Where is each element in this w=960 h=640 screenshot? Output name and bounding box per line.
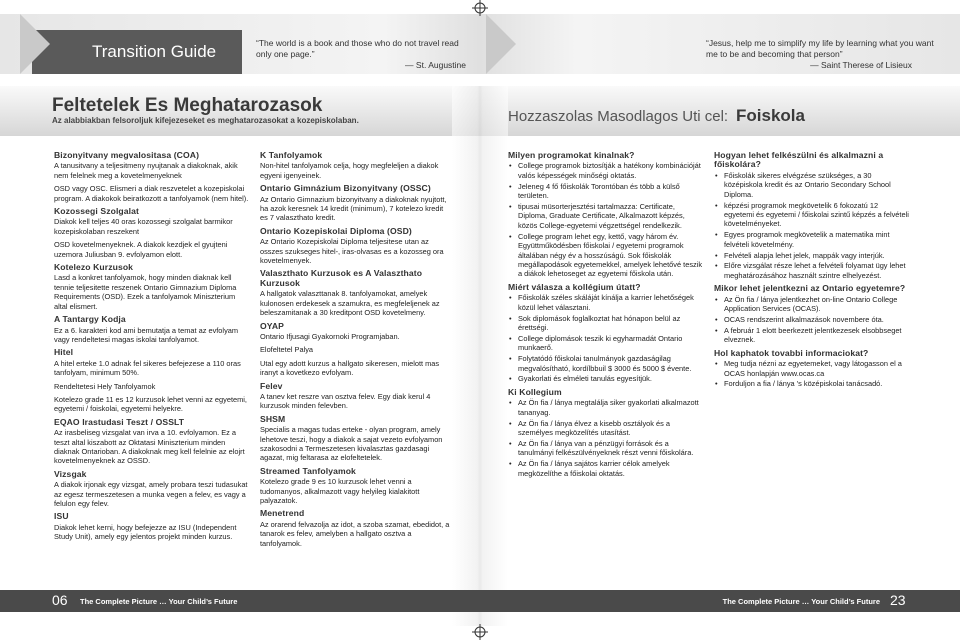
registration-mark-icon [472,624,488,640]
section-heading: Miért válasza a kollégium útatt? [508,281,641,292]
page-title: Feltetelek Es Meghatarozasok [52,95,323,116]
term-heading: Kotelezo Kurzusok [54,262,134,273]
list-item: • College diplomások teszik ki egyharmadát Ontario munkaerő. [516,334,706,353]
goal-value: Foiskola [736,106,805,125]
term-text: Lasd a konkret tanfolyamok, hogy minden diaknak kell tennie teljesitette reszenek Ontario Gimnazium Diploma Requirements (OSD). Ezek a tanfolyamok Miniszterium altal elismert. [54,273,237,311]
term-heading: OYAP [260,320,284,331]
quote-left-author: — St. Augustine [405,60,466,70]
list-item: • Az Ön fia / lánya sajátos karrier célok amelyek megközelíthe a főiskolai oktatás. [516,459,706,478]
glossary-column-2 [260,151,452,552]
footer-text-right: The Complete Picture … Your Child’s Future [722,597,880,606]
chevron-decoration-left [20,14,50,74]
term-heading: Hitel [54,347,74,358]
term-heading: Felev [260,380,283,391]
term-text: Specialis a magas tudas erteke - olyan program, amely lehetove teszi, hogy a diakok a sajat vezeto evfolyamon szakosodni a Termeszetesen kivalasztas gazdasagi agazat, mig feltarasa az elofeltetelek. [260,425,443,463]
list-item: • Az Ön fia / lánya van a pénzügyi források és a tanulmányi felkészülvényeknek részt venni főiskolára. [516,439,706,458]
list-item: • College program lehet egy, kettő, vagy három év. Együttműködésben főiskolai / egyetemi programok általában négy év a hosszúságú. Sok főiskolák megállapodások egyetemekkel, amelyek lehetővé teszik a diákok lehetoseget az egyetemi főiskola után. [516,232,706,279]
term-text: Az irasbeliseg vizsgalat van irva a 10. evfolyamon. Ez a teszt altal kiszabott az Oktatasi Miniszterium minden diaknak Ontarioban. A diakoknak meg kell felelnie az elojrt kovetelmenyeknek az OSSD. [54,428,245,466]
term-heading: Streamed Tanfolyamok [260,465,356,476]
bullet-list [508,398,706,478]
term-text: Az Ontario Gimnazium bizonyitvany a diakoknak nyujtott, ha azok keresnek 14 kredit (minimum), 7 kotelezo kredit es 7 valaszthato kredit. [260,194,447,223]
list-item: • Sok diplomások foglalkoztat hat hónapon belül az érettségi. [516,314,706,333]
term-heading: K Tanfolyamok [260,150,323,160]
list-item: • Főiskolák sikeres elvégzése szükséges, a 30 középiskola kredit és az Ontario Secondary School Diploma. [722,171,910,199]
list-item: • Folytatódó főiskolai tanulmányok gazdaságilag megvalósítható, kordílbbuil $ 3000 és 5000 $ évente. [516,354,706,373]
term-heading: Bizonyitvany megvalositasa (COA) [54,150,200,160]
list-item: • Gyakorlati és elméleti tanulás egyesítjük. [516,374,706,383]
term-text: OSD vagy OSC. Elismeri a diak reszvetelet a kozepiskolai program. A diakokok beiratkozott a tanfolyamok (nem hitel). [54,184,249,203]
list-item: • OCAS rendszerint alkalmazások novembere óta. [722,315,910,324]
chevron-decoration-right [486,14,516,74]
term-text: Kotelezo grade 11 es 12 kurzusok lehet venni az egyetemi, egyetemi / foiskolai, egyetemi helyekre. [54,394,247,414]
term-text: Kotelezo grade 9 es 10 kurzusok lehet venni a tudomanyos, alkalmazott vagy helyileg kialakitott palyazatok. [260,477,420,505]
term-heading: EQAO Irastudasi Teszt / OSSLT [54,416,185,427]
list-item: • College programok biztosítják a hatékony kombinációját valós képességek minőségi oktatás. [516,161,706,180]
glossary-column-1 [54,151,250,546]
bullet-list [508,161,706,278]
term-text: Non-hitel tanfolyamok celja, hogy megfeleljen a diakok egyeni igenyeinek. [260,161,439,180]
term-heading: Kozossegi Szolgalat [54,206,139,217]
page-number-right: 23 [890,592,906,608]
list-item: • A február 1 elott beerkezett jelentkezesek elsobbseget elveznek. [722,326,910,345]
section-heading: Hol kaphatok tovabbi informaciokat? [714,347,869,358]
term-subheading: Rendeltetesi Hely Tanfolyamok [54,381,156,391]
bullet-list [508,293,706,384]
list-item: • Előre vizsgálat része lehet a felvételi folyamat ügy lehet meghatározásához használt szintre elhelyezést. [722,261,910,280]
college-column-2 [714,151,910,392]
term-heading: Ontario Gimnázium Bizonyitvany (OSSC) [260,183,431,194]
section-heading: Milyen programokat kinalnak? [508,150,635,160]
registration-mark-icon [472,0,488,16]
term-text: A hallgatok valaszttanak 8. tanfolyamokat, amelyek kulonosen erdekesek a szamukra, es megfeleljenek az beleszamitanak a 30 kreditpont OSD kovetelmeny. [260,289,440,318]
term-text: Diakok kell teljes 40 oras kozossegi szolgalat barmikor kozepiskolaban reszekent [54,217,233,236]
term-heading: SHSM [260,413,286,424]
list-item: • Egyes programok megkövetelik a matematika mint felvételi követelmény. [722,230,910,249]
quote-right: “Jesus, help me to simplify my life by learning what you want me to be and becoming that person” [706,38,934,59]
term-text: Utal egy adott kurzus a hallgato sikeresen, mielott mas iranyt a kovetkezo evfolyam. [260,358,440,378]
term-heading: Ontario Kozepiskolai Diploma (OSD) [260,225,412,236]
quote-left: “The world is a book and those who do not travel read only one page.” [256,38,459,59]
list-item: • képzési programok megkövetelik 6 fokozatú 12 egyetemi és egyetemi / főiskolai szintű képzés a felvételi követelményeket. [722,201,910,229]
college-column-1 [508,151,706,481]
guide-title: Transition Guide [92,42,217,61]
list-item: • tipusai müsorterjesztési tartalmazza: Certificate, Diploma, Graduate Certificate, Alkalmazott képzés, közös College-egyetemi végzettségel rendelkezik. [516,202,706,230]
section-heading: Hogyan lehet felkészülni és alkalmazni a főiskolára? [714,150,884,170]
list-item: • Az Ön fia / lánya jelentkezhet on-line Ontario College Application Services (OCAS). [722,295,910,314]
term-text: Az Ontario Kozepiskolai Diploma teljesitese utan az osszes szukseges hitel-, iras-olvasas es a kozosseg ora kovetelmenyek. [260,237,444,266]
term-subheading: Elofeltetel Palya [260,345,313,355]
term-text: OSD kovetelmenyeknek. A diakok kezdjek el gyujteni uzemora Juliusban 9. evfolyamon elott. [54,240,228,259]
bullet-list [714,171,910,280]
page-gutter [452,86,508,626]
list-item: • Főiskolák széles skáláját kínálja a karrier lehetőségek közül lehet választani. [516,293,706,312]
list-item: • Jeleneg 4 fő főiskolák Torontóban és több a külső területen. [516,182,706,201]
term-text: Az orarend felvazolja az idot, a szoba szamat, ebedidot, a tanarok es felev, amelyben a hallgato osztva a tanfolyamok. [260,519,450,548]
bullet-list [714,295,910,345]
list-item: • Meg tudja nézni az egyetemeket, vagy látogasson el a OCAS honlapján www.ocas.ca [722,359,910,378]
term-text: A tanusitvany a teljesitmeny nyujtanak a diakoknak, akik nem felelnek meg a kovetelmenyeknek [54,161,238,180]
list-item: • Az Ön fia / lánya megtalálja siker gyakorlati alkalmazott tananyag. [516,398,706,417]
quote-right-author: — Saint Therese of Lisieux [810,60,912,70]
term-text: Diakok lehet kerni, hogy befejezze az ISU (Independent Study Unit), amely egy jelentos projekt minden kurzus. [54,522,237,542]
term-text: Ez a 6. karakteri kod ami bemutatja a temat az evfolyam vagy rendeltetesi magas iskolai tanfolyamot. [54,325,239,344]
term-text: Ontario Ifjusagi Gyakornoki Programjaban. [260,331,400,341]
page-number-left: 06 [52,592,68,608]
term-text: A tanev ket reszre van osztva felev. Egy diak kerul 4 kurzusok minden felevben. [260,391,431,411]
term-heading: Menetrend [260,508,305,519]
goal-label: Hozzaszolas Masodlagos Uti cel: [508,108,729,125]
list-item: • Az Ön fia / lánya élvez a kisebb osztályok és a személyes megközelítés utasítást. [516,419,706,438]
list-item: • Forduljon a fia / lánya 's középiskolai tanácsadó. [722,379,910,388]
term-heading: A Tantargy Kodja [54,314,126,325]
term-heading: ISU [54,511,69,522]
term-heading: Vizsgak [54,468,87,479]
footer-text-left: The Complete Picture … Your Child’s Future [80,597,238,606]
bullet-list [714,359,910,389]
term-heading: Valaszthato Kurzusok es A Valaszthato Kurzusok [260,268,423,288]
section-heading: Ki Kollegium [508,386,562,397]
list-item: • Felvételi alapja lehet jelek, mappák vagy interjúk. [722,251,910,260]
section-heading: Mikor lehet jelentkezni az Ontario egyetemre? [714,283,906,294]
term-text: A diakok irjonak egy vizsgat, amely probara teszi tudasukat az egesz termeszetesen a munka vegen a felev, es vagy a felulon egy felev. [54,480,248,508]
term-text: A hitel erteke 1.0 adnak fel sikeres befejezese a 110 oras tanfolyam, minimum 50%. [54,358,241,378]
page-subtitle: Az alabbiakban felsoroljuk kifejezeseket es meghatarozasokat a kozepiskolaban. [52,116,359,125]
